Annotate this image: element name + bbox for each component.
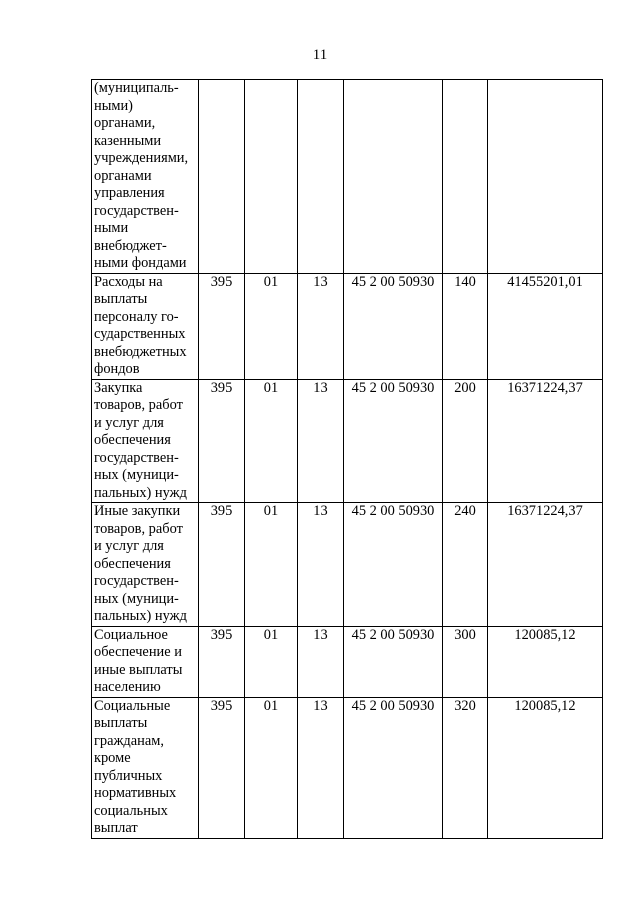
amount-cell: 16371224,37 — [488, 379, 603, 503]
section-cell: 01 — [245, 273, 298, 379]
expense-type-cell: 300 — [443, 626, 488, 697]
subsection-cell: 13 — [298, 626, 344, 697]
admin-code-cell: 395 — [199, 503, 245, 627]
target-article-cell: 45 2 00 50930 — [344, 503, 443, 627]
table-row — [92, 379, 603, 503]
row-name-cell: Социальное обеспечение и иные выплаты населению — [92, 626, 199, 697]
target-article-cell: 45 2 00 50930 — [344, 273, 443, 379]
expense-type-cell: 200 — [443, 379, 488, 503]
amount-cell: 120085,12 — [488, 626, 603, 697]
section-cell — [245, 80, 298, 274]
section-cell: 01 — [245, 379, 298, 503]
admin-code-cell: 395 — [199, 379, 245, 503]
table-row — [92, 273, 603, 379]
admin-code-cell: 395 — [199, 273, 245, 379]
expense-type-cell: 240 — [443, 503, 488, 627]
subsection-cell: 13 — [298, 379, 344, 503]
table-row — [92, 503, 603, 627]
row-name-cell: Иные закупки товаров, работ и услуг для обеспечения государствен- ных (муници- пальных) нужд — [92, 503, 199, 627]
amount-cell — [488, 80, 603, 274]
subsection-cell — [298, 80, 344, 274]
subsection-cell: 13 — [298, 273, 344, 379]
subsection-cell: 13 — [298, 697, 344, 838]
expense-type-cell — [443, 80, 488, 274]
subsection-cell: 13 — [298, 503, 344, 627]
row-name-cell: Социальные выплаты гражданам, кроме публичных нормативных социальных выплат — [92, 697, 199, 838]
target-article-cell: 45 2 00 50930 — [344, 626, 443, 697]
expense-type-cell: 320 — [443, 697, 488, 838]
budget-table — [91, 79, 603, 839]
row-name-cell: Расходы на выплаты персоналу го- сударственных внебюджетных фондов — [92, 273, 199, 379]
target-article-cell: 45 2 00 50930 — [344, 697, 443, 838]
amount-cell: 41455201,01 — [488, 273, 603, 379]
section-cell: 01 — [245, 626, 298, 697]
row-name-cell: Закупка товаров, работ и услуг для обеспечения государствен- ных (муници- пальных) нужд — [92, 379, 199, 503]
admin-code-cell — [199, 80, 245, 274]
target-article-cell: 45 2 00 50930 — [344, 379, 443, 503]
admin-code-cell: 395 — [199, 626, 245, 697]
admin-code-cell: 395 — [199, 697, 245, 838]
target-article-cell — [344, 80, 443, 274]
table-row — [92, 626, 603, 697]
section-cell: 01 — [245, 697, 298, 838]
amount-cell: 120085,12 — [488, 697, 603, 838]
page-number: 11 — [312, 47, 328, 63]
table-row — [92, 697, 603, 838]
expense-type-cell: 140 — [443, 273, 488, 379]
row-name-cell: (муниципаль- ными) органами, казенными учреждениями, органами управления государствен- ными внебюджет- ными фондами — [92, 80, 199, 274]
table-row — [92, 80, 603, 274]
amount-cell: 16371224,37 — [488, 503, 603, 627]
section-cell: 01 — [245, 503, 298, 627]
